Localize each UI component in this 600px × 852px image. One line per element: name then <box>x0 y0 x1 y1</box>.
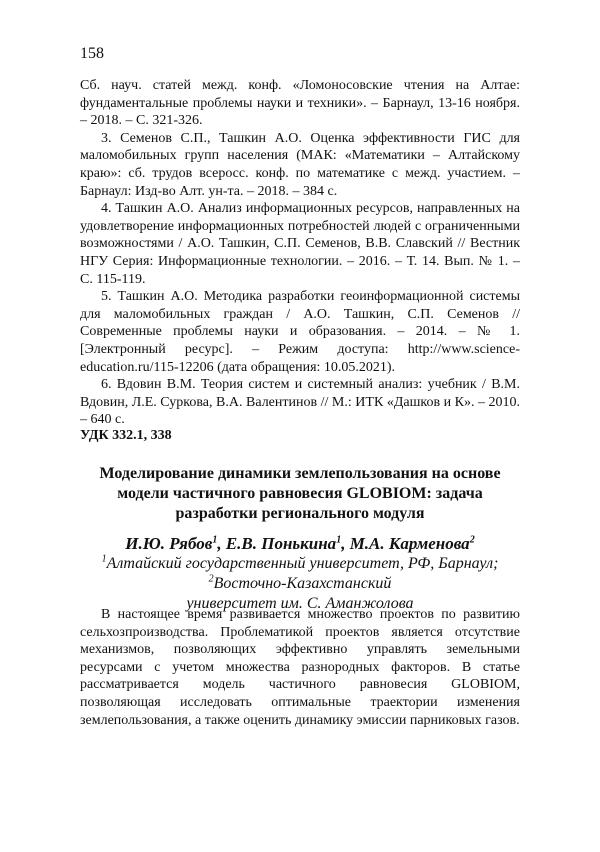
affiliation-text: Алтайский государственный университет, РФ, Барнаул; <box>106 555 499 572</box>
author-affiliation-marker: 1 <box>336 534 342 546</box>
affiliation-marker: 1 <box>101 553 107 565</box>
reference-item: 3. Семенов С.П., Ташкин А.О. Оценка эффективности ГИС для маломобильных групп населения (МАК: «Математики – Алтайскому краю»: сб. трудов всеросс. конф. по математике с межд. участием. – Барнаул: Изд-во Алт. ун-та. – 2018. – 384 с. <box>80 130 520 199</box>
page-number: 158 <box>80 45 104 62</box>
affiliation-item <box>80 554 520 574</box>
article-title: Моделирование динамики землепользования на основе модели частичного равновесия GLOBIOM: задача разработки регионального модуля <box>99 465 501 522</box>
reference-list <box>80 77 520 429</box>
reference-item: 5. Ташкин А.О. Методика разработки геоинформационной системы для маломобильных граждан / А.О. Ташкин, С.П. Семенов // Современные проблемы науки и образования. – 2014. – № 1. [Электронный ресурс]. – Режим доступа: http://www.science-education.ru/115-12206 (дата обращения: 10.05.2021). <box>80 289 520 375</box>
author-affiliation-marker: 1 <box>212 534 218 546</box>
udk-code: УДК 332.1, 338 <box>80 428 172 443</box>
affiliation-list <box>80 554 520 614</box>
author-affiliation-marker: 2 <box>469 534 475 546</box>
reference-item: 6. Вдовин В.М. Теория систем и системный анализ: учебник / В.М. Вдовин, Л.Е. Суркова, В.А. Валентинов // М.: ИТК «Дашков и К». – 2010. – 640 с. <box>80 377 520 428</box>
affiliation-text: Восточно-Казахстанский университет им. С. Аманжолова <box>186 575 414 612</box>
author-name: Е.В. Понькина <box>225 534 337 553</box>
author-list <box>80 534 520 554</box>
author-name: М.А. Карменова <box>349 534 470 553</box>
abstract-paragraph: В настоящее время развивается множество проектов по развитию сельхозпроизводства. Проблематикой проектов является отсутствие механизмов, позволяющих эффективно управлять земельными ресурсами с учетом множества разнородных факторов. В статье рассматривается модель частичного равновесия GLOBIOM, позволяющая исследовать оптимальные траектории изменения землепользования, а также оценить динамику эмиссии парниковых газов. <box>80 607 520 728</box>
reference-item: Сб. науч. статей межд. конф. «Ломоносовские чтения на Алтае: фундаментальные проблемы науки и техники». – Барнаул, 13-16 ноября. – 2018. – С. 321-326. <box>80 78 520 129</box>
author-separator: , <box>341 534 350 553</box>
author-separator: , <box>217 534 226 553</box>
reference-item: 4. Ташкин А.О. Анализ информационных ресурсов, направленных на удовлетворение информационных потребностей людей с ограниченными возможностями / А.О. Ташкин, С.П. Семенов, В.В. Славский // Вестник НГУ Серия: Информационные технологии. – 2016. – Т. 14. Вып. № 1. – С. 115-119. <box>80 201 520 287</box>
affiliation-marker: 2 <box>208 573 214 585</box>
author-name: И.Ю. Рябов <box>125 534 213 553</box>
